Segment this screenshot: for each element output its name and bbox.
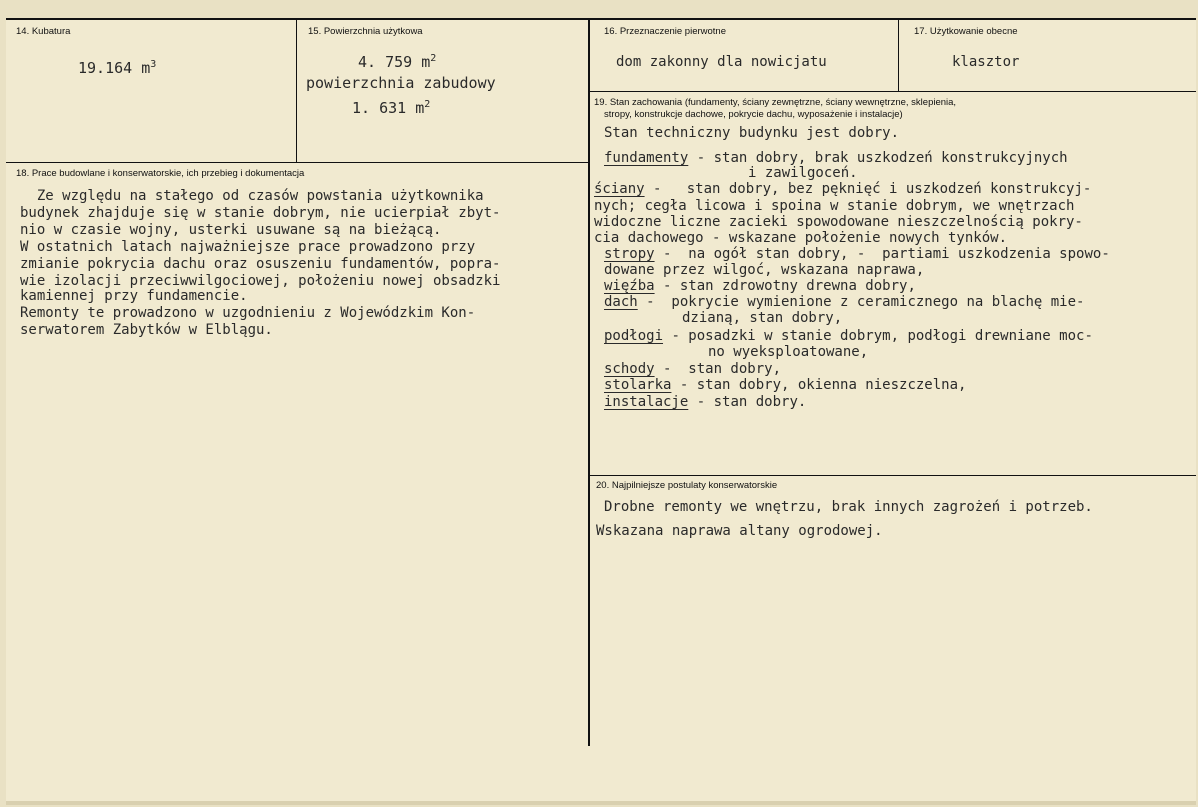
- divider-14-15: [296, 18, 297, 162]
- works-line: nio w czasie wojny, usterki usuwane są na bieżącą.: [20, 222, 442, 238]
- field-19-label-line2: stropy, konstrukcje dachowe, pokrycie dachu, wyposażenie i instalacje): [604, 109, 903, 120]
- condition-line: więźba - stan zdrowotny drewna dobry,: [604, 278, 916, 294]
- field-17-label: 17. Użytkowanie obecne: [914, 26, 1018, 37]
- condition-line: dach - pokrycie wymienione z ceramicznego na blachę mie-: [604, 294, 1085, 310]
- condition-line: widoczne liczne zacieki spowodowane nieszczelnością pokry-: [594, 214, 1083, 230]
- condition-line: schody - stan dobry,: [604, 361, 782, 377]
- field-20-label: 20. Najpilniejsze postulaty konserwatorskie: [596, 480, 778, 491]
- condition-line: i zawilgoceń.: [748, 165, 858, 181]
- condition-line: cia dachowego - wskazane położenie nowych tynków.: [594, 230, 1008, 246]
- works-line: wie izolacji przeciwwilgociowej, położeniu nowej obsadzki: [20, 273, 501, 289]
- condition-intro: Stan techniczny budynku jest dobry.: [604, 125, 900, 141]
- cubature-value: 19.164 $m^3$: [78, 59, 157, 77]
- condition-line: no wyeksploatowane,: [708, 344, 869, 360]
- usable-area-value: 4. 759 $m^2$: [358, 53, 437, 71]
- field-19-label-line1: 19. Stan zachowania (fundamenty, ściany zewnętrzne, ściany wewnętrzne, sklepienia,: [594, 97, 957, 108]
- hline-above-20: [589, 475, 1196, 476]
- condition-line: stolarka - stan dobry, okienna nieszczelna,: [604, 377, 967, 393]
- inventory-card: [6, 18, 1196, 805]
- condition-line: fundamenty - stan dobry, brak uszkodzeń konstrukcyjnych: [604, 150, 1068, 166]
- works-line: W ostatnich latach najważniejsze prace prowadzono przy: [20, 239, 476, 255]
- hline-above-18: [6, 162, 589, 163]
- card-bottom-edge: [6, 801, 1196, 805]
- condition-line: stropy - na ogół stan dobry, - partiami uszkodzenia spowo-: [604, 246, 1110, 262]
- hline-under-16-17: [589, 91, 1196, 92]
- works-line: budynek zhajduje się w stanie dobrym, nie ucierpiał zbyt-: [20, 205, 501, 221]
- condition-line: dzianą, stan dobry,: [682, 310, 843, 326]
- current-use-value: klasztor: [952, 54, 1020, 70]
- condition-line: instalacje - stan dobry.: [604, 394, 807, 410]
- field-16-label: 16. Przeznaczenie pierwotne: [604, 26, 726, 37]
- postulate-line: Drobne remonty we wnętrzu, brak innych zagrożeń i potrzeb.: [604, 499, 1093, 515]
- divider-16-17: [898, 18, 899, 91]
- works-line: serwatorem Zabytków w Elblągu.: [20, 322, 273, 338]
- original-purpose-value: dom zakonny dla nowicjatu: [616, 54, 827, 70]
- top-border: [6, 18, 1196, 20]
- works-line: Remonty te prowadzono w uzgodnieniu z Wojewódzkim Kon-: [20, 305, 476, 321]
- works-line: Ze względu na stałego od czasów powstania użytkownika: [20, 188, 484, 204]
- condition-line: ściany - stan dobry, bez pęknięć i uszkodzeń konstrukcyj-: [594, 181, 1092, 197]
- main-vertical-divider: [588, 18, 590, 746]
- built-area-caption: powierzchnia zabudowy: [306, 74, 496, 92]
- field-15-label: 15. Powierzchnia użytkowa: [308, 26, 423, 37]
- condition-line: podłogi - posadzki w stanie dobrym, podłogi drewniane moc-: [604, 328, 1093, 344]
- built-area-value: 1. 631 $m^2$: [352, 99, 431, 117]
- postulate-line: Wskazana naprawa altany ogrodowej.: [596, 523, 883, 539]
- works-line: kamiennej przy fundamencie.: [20, 288, 248, 304]
- condition-line: dowane przez wilgoć, wskazana naprawa,: [604, 262, 925, 278]
- field-14-label: 14. Kubatura: [16, 26, 71, 37]
- works-line: zmianie pokrycia dachu oraz osuszeniu fundamentów, popra-: [20, 256, 501, 272]
- field-18-label: 18. Prace budowlane i konserwatorskie, ich przebieg i dokumentacja: [16, 168, 305, 179]
- condition-line: nych; cegła licowa i spoina w stanie dobrym, we wnętrzach: [594, 198, 1075, 214]
